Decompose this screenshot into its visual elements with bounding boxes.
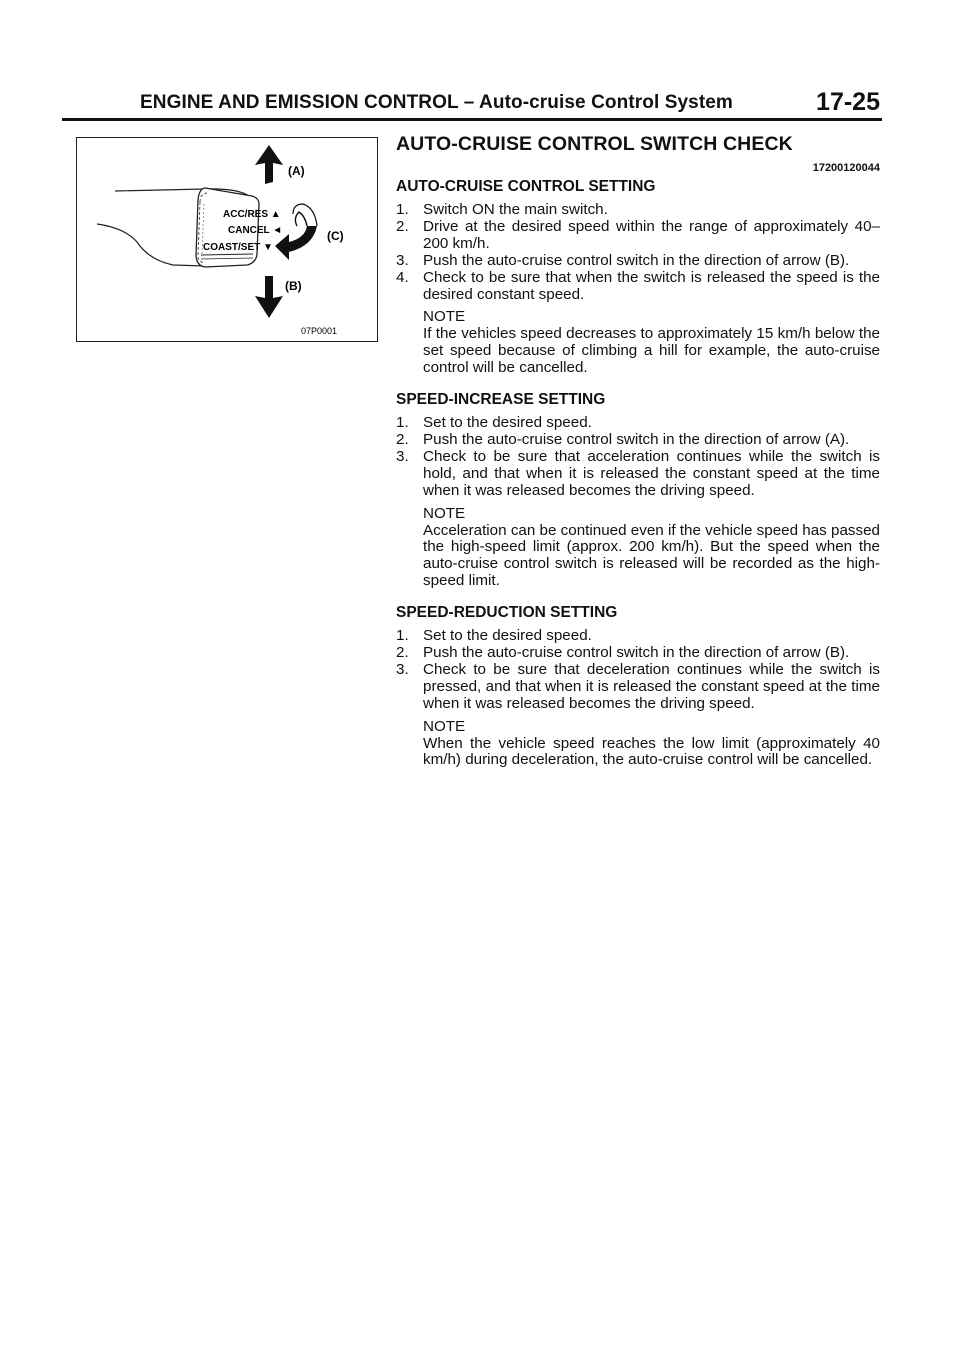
step-text: Drive at the desired speed within the range of approximately 40–200 km/h. bbox=[423, 217, 880, 252]
step-text: Set to the desired speed. bbox=[423, 627, 592, 645]
figure-code: 07P0001 bbox=[301, 326, 338, 336]
switch-illustration bbox=[76, 137, 378, 342]
step-item bbox=[396, 432, 880, 449]
step-item bbox=[396, 270, 880, 304]
step-text: Switch ON the main switch. bbox=[423, 201, 608, 218]
step-text: Check to be sure that acceleration continues while the switch is hold, and that when it is released the constant speed at the time when it was released becomes the driving speed. bbox=[423, 447, 880, 499]
step-item bbox=[396, 628, 880, 645]
step-text: Check to be sure that when the switch is released the speed is the desired constant speed. bbox=[423, 268, 880, 303]
step-list bbox=[396, 415, 880, 500]
arrow-up-icon bbox=[255, 145, 283, 184]
step-text: Push the auto-cruise control switch in the direction of arrow (B). bbox=[423, 251, 850, 269]
section-speed-increase bbox=[396, 391, 880, 590]
section-auto-cruise-setting bbox=[396, 178, 880, 377]
note-label: NOTE bbox=[423, 308, 466, 326]
note-label: NOTE bbox=[423, 504, 466, 522]
step-item bbox=[396, 415, 880, 432]
step-item bbox=[396, 202, 880, 219]
page-number: 17-25 bbox=[816, 88, 880, 116]
step-text: Check to be sure that deceleration continues while the switch is pressed, and that when it is released the constant speed at the time when it was released becomes the driving speed. bbox=[423, 660, 880, 712]
note bbox=[396, 506, 880, 591]
step-number: 3. bbox=[396, 447, 409, 465]
step-number: 4. bbox=[396, 268, 409, 286]
document-code: 17200120044 bbox=[812, 162, 880, 174]
switch-label-cancel: CANCEL ◄ bbox=[228, 225, 283, 236]
section-heading: SPEED-INCREASE SETTING bbox=[396, 391, 606, 409]
main-content bbox=[396, 132, 880, 783]
section-speed-reduction bbox=[396, 604, 880, 769]
switch-diagram bbox=[77, 138, 377, 341]
header-divider bbox=[62, 118, 882, 121]
step-text: Push the auto-cruise control switch in the direction of arrow (A). bbox=[423, 430, 850, 448]
step-item bbox=[396, 662, 880, 713]
step-item bbox=[396, 219, 880, 253]
section-heading: SPEED-REDUCTION SETTING bbox=[396, 604, 618, 622]
note-text: If the vehicles speed decreases to approximately 15 km/h below the set speed because of climbing a hill for example, the auto-cruise control will be cancelled. bbox=[423, 325, 880, 377]
label-a: (A) bbox=[288, 164, 305, 178]
note bbox=[396, 309, 880, 377]
step-item bbox=[396, 253, 880, 270]
step-text: Push the auto-cruise control switch in the direction of arrow (B). bbox=[423, 644, 850, 662]
section-title: ENGINE AND EMISSION CONTROL – Auto-cruise Control System bbox=[140, 92, 733, 113]
note-text: When the vehicle speed reaches the low limit (approximately 40 km/h) during deceleration, the auto-cruise control will be cancelled. bbox=[423, 734, 880, 769]
step-list bbox=[396, 202, 880, 303]
section-heading: AUTO-CRUISE CONTROL SETTING bbox=[396, 178, 656, 195]
note bbox=[396, 719, 880, 770]
note-label: NOTE bbox=[423, 717, 466, 735]
step-item bbox=[396, 645, 880, 662]
step-text: Set to the desired speed. bbox=[423, 414, 592, 432]
step-item bbox=[396, 449, 880, 500]
label-b: (B) bbox=[285, 279, 302, 293]
switch-label-acc-res: ACC/RES ▲ bbox=[223, 209, 281, 220]
switch-label-coast-set: COAST/SET ▼ bbox=[203, 242, 273, 253]
label-c: (C) bbox=[327, 229, 344, 243]
step-number: 2. bbox=[396, 644, 409, 662]
main-title: AUTO-CRUISE CONTROL SWITCH CHECK bbox=[396, 133, 793, 155]
page-header bbox=[140, 88, 880, 118]
step-number: 2. bbox=[396, 430, 409, 448]
step-number: 1. bbox=[396, 627, 409, 645]
step-number: 2. bbox=[396, 217, 409, 235]
step-number: 3. bbox=[396, 251, 409, 269]
step-number: 1. bbox=[396, 414, 409, 432]
step-list bbox=[396, 628, 880, 713]
step-number: 1. bbox=[396, 201, 409, 218]
step-number: 3. bbox=[396, 660, 409, 678]
arrow-down-icon bbox=[255, 276, 283, 318]
note-text: Acceleration can be continued even if the vehicle speed has passed the high-speed limit (approx. 200 km/h). But the speed when the auto-cruise control switch is released will be recorded as the high-speed limit. bbox=[423, 521, 880, 590]
